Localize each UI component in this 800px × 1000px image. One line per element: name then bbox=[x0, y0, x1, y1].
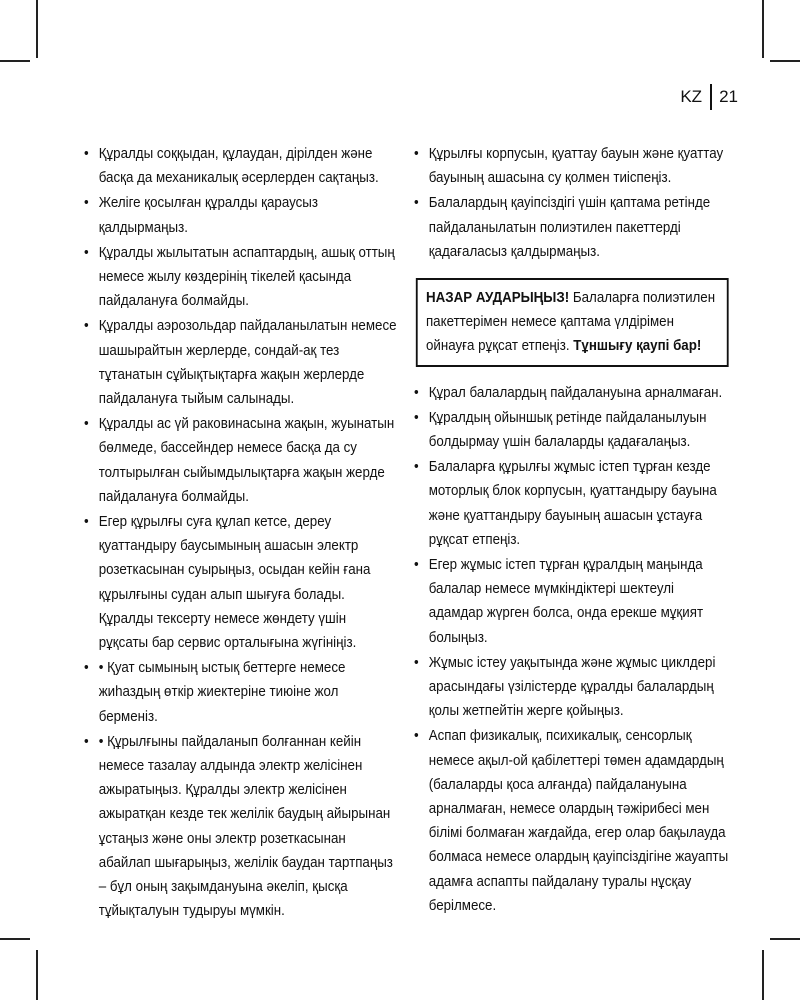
warning-emphasis: Тұншығу қаупі бар! bbox=[573, 338, 702, 355]
warning-text: Балаларға полиэтилен пакеттерімен немесе қаптама үлдірімен ойнауға рұқсат етпеңіз. bbox=[425, 290, 716, 355]
crop-mark-bottom-right-h bbox=[770, 938, 800, 940]
list-item: • Балаларға құрылғы жұмыс істеп тұрған кезде моторлық блок корпусын, қуаттандыру бауына және қуаттандыру бауының ашасын ұстауға рұқсат етпеңіз. bbox=[414, 455, 729, 552]
list-item: • Егер құрылғы суға құлап кетсе, дереу қуаттандыру баусымының ашасын электр розеткасынан суырыңыз, осыдан кейін ғана құрылғыны судан алып шығуға болады. Құралды тексерту немесе жөндету үшін рұқсаты бар сервис орталығына жүгініңіз. bbox=[84, 510, 397, 655]
crop-mark-top-right-h bbox=[770, 60, 800, 62]
crop-mark-bottom-left bbox=[36, 950, 38, 1000]
list-item: • Құралды аэрозольдар пайдаланылатын немесе шашырайтын жерлерде, сондай-ақ тез тұтанатын сұйықтықтарға жақын жерлерде пайдалануға тыйым салынады. bbox=[84, 314, 397, 411]
list-item: • Құралды соққыдан, құлаудан, дірілден және басқа да механикалық әсерлерден сақтаңыз. bbox=[84, 142, 397, 190]
crop-mark-top-left bbox=[36, 0, 38, 58]
page-header bbox=[680, 84, 738, 110]
list-item: • Аспап физикалық, психикалық, сенсорлық немесе ақыл-ой қабілеттері төмен адамдардың (балаларды қоса алғанда) пайдалануына арналмаған, немесе олардың тәжірибесі мен білімі болмаған жағдайда, егер олар бақылауда болмаса немесе олардың қауіпсіздігіне жауапты адамға аспапты пайдалану туралы нұсқау берілмесе. bbox=[414, 724, 729, 918]
list-item: • Құралды ас үй раковинасына жақын, жуынатын бөлмеде, бассейндер немесе басқа да су толтырылған сыйымдылықтарға жақын жерде пайдалануға болмайды. bbox=[84, 412, 397, 509]
safety-list-left bbox=[84, 142, 397, 924]
language-code: KZ bbox=[680, 87, 703, 106]
list-item: • Желіге қосылған құралды қараусыз қалдырмаңыз. bbox=[84, 191, 397, 239]
crop-mark-bottom-left-h bbox=[0, 938, 30, 940]
list-item: • Құрал балалардың пайдалануына арналмаған. bbox=[414, 381, 729, 405]
crop-mark-top-left-h bbox=[0, 60, 30, 62]
list-item: • • Қуат сымының ыстық беттерге немесе жиһаздың өткір жиектеріне тиюіне жол берменіз. bbox=[84, 656, 397, 729]
left-column bbox=[84, 142, 397, 925]
safety-list-right-bottom bbox=[414, 381, 729, 918]
list-item: • • Құрылғыны пайдаланып болғаннан кейін немесе тазалау алдында электр желісінен ажыратыңыз. Құралды электр желісінен ажыратқан кезде тек желілік баудың айырынан ұстаңыз және оны электр розеткасынан абайлап шығарыңыз, желілік баудан тартпаңыз – бұл оның зақымдануына әкеліп, қысқа тұйықталуын тудыруы мүмкін. bbox=[84, 730, 397, 924]
page-number: 21 bbox=[719, 87, 738, 106]
list-item: • Құралдың ойыншық ретінде пайдаланылуын болдырмау үшін балаларды қадағалаңыз. bbox=[414, 406, 729, 454]
crop-mark-bottom-right bbox=[762, 950, 764, 1000]
list-item: • Құрылғы корпусын, қуаттау бауын және қуаттау бауының ашасына су қолмен тиіспеңіз. bbox=[414, 142, 729, 190]
warning-box bbox=[416, 278, 729, 367]
list-item: • Құралды жылытатын аспаптардың, ашық оттың немесе жылу көздерінің тікелей қасында пайдалануға болмайды. bbox=[84, 241, 397, 314]
crop-mark-top-right bbox=[762, 0, 764, 58]
list-item: • Егер жұмыс істеп тұрған құралдың маңында балалар немесе мүмкіндіктері шектеулі адамдар жүрген болса, онда ерекше мұқият болыңыз. bbox=[414, 553, 729, 650]
list-item: • Жұмыс істеу уақытында және жұмыс циклдері арасындағы үзілістерде құралды балалардың қолы жетпейтін жерге қойыңыз. bbox=[414, 651, 729, 724]
safety-list-right-top bbox=[414, 142, 729, 264]
warning-title: НАЗАР АУДАРЫҢЫЗ! bbox=[425, 290, 570, 307]
list-item: • Балалардың қауіпсіздігі үшін қаптама ретінде пайдаланылатын полиэтилен пакеттерді қадағаласыз қалдырмаңыз. bbox=[414, 191, 729, 264]
right-column bbox=[414, 142, 729, 919]
